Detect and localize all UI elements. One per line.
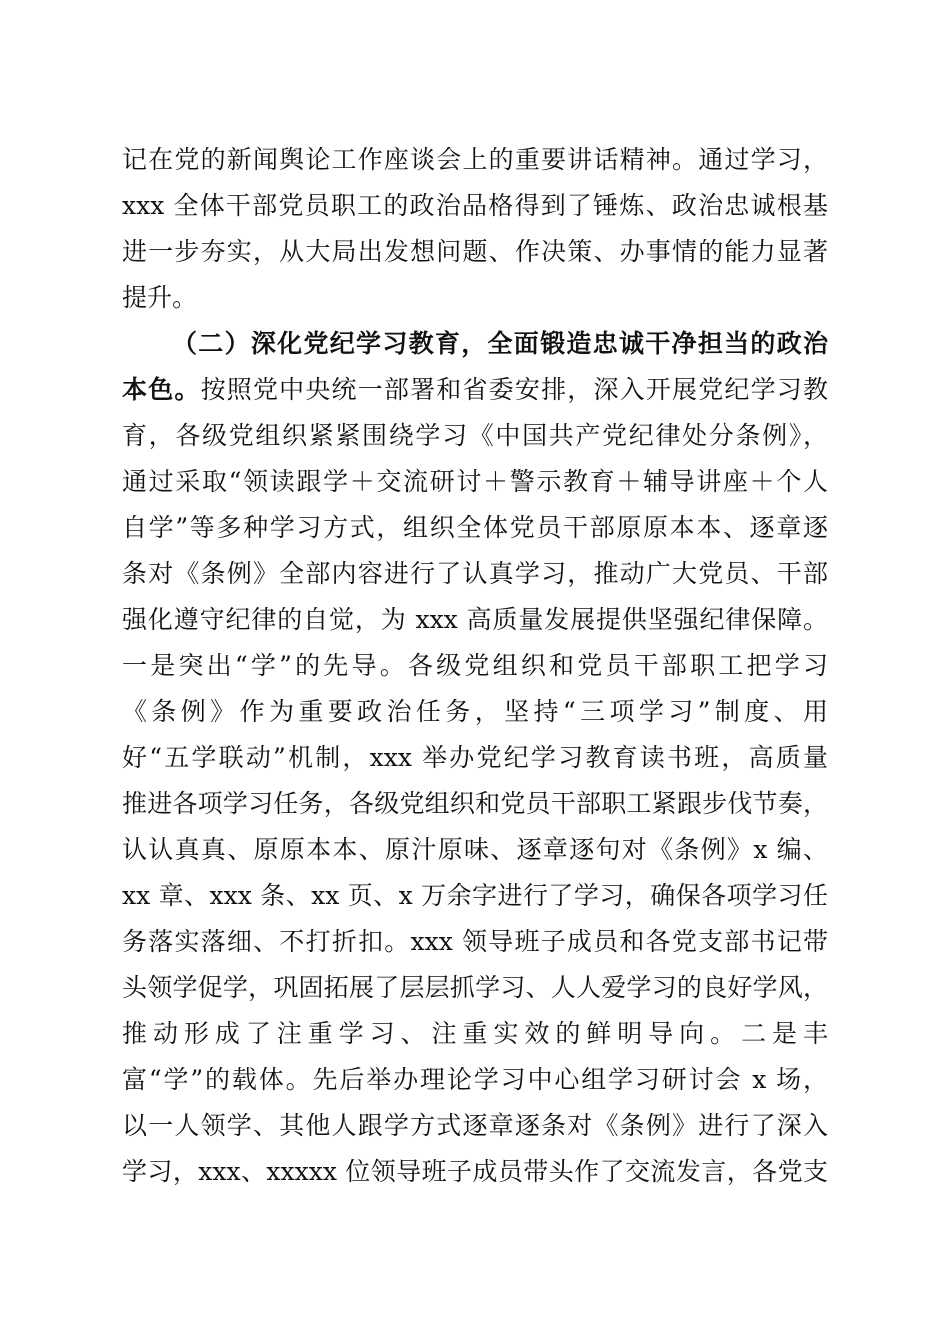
text-line: 富“学”的载体。先后举办理论学习中心组学习研讨会 x 场， — [122, 1065, 828, 1094]
text-line: 推进各项学习任务，各级党组织和党员干部职工紧跟步伐节奏， — [122, 789, 828, 818]
paragraph-start: 按照党中央统一部署和省委安排，深入开展党纪学习教 — [200, 375, 828, 404]
body-text — [122, 137, 828, 1195]
text-line: 强化遵守纪律的自觉，为 xxx 高质量发展提供坚强纪律保障。 — [122, 605, 828, 634]
text-line: 学习，xxx、xxxxx 位领导班子成员带头作了交流发言，各党支 — [122, 1157, 828, 1186]
text-line: 《条例》作为重要政治任务，坚持“三项学习”制度、用 — [122, 697, 828, 726]
text-line: 好“五学联动”机制，xxx 举办党纪学习教育读书班，高质量 — [122, 743, 828, 772]
text-line: 头领学促学，巩固拓展了层层抓学习、人人爱学习的良好学风， — [122, 973, 828, 1002]
section-heading-line: （二）深化党纪学习教育，全面锻造忠诚干净担当的政治 — [172, 329, 828, 358]
text-line: xxx 全体干部党员职工的政治品格得到了锤炼、政治忠诚根基 — [122, 191, 828, 220]
text-line: 条对《条例》全部内容进行了认真学习，推动广大党员、干部 — [122, 559, 828, 588]
text-line: 提升。 — [122, 283, 198, 312]
text-line: 推动形成了注重学习、注重实效的鲜明导向。二是丰 — [122, 1019, 828, 1048]
text-line: 育，各级党组织紧紧围绕学习《中国共产党纪律处分条例》， — [122, 421, 828, 450]
text-line: 务落实落细、不打折扣。xxx 领导班子成员和各党支部书记带 — [122, 927, 828, 956]
text-line: 一是突出“学”的先导。各级党组织和党员干部职工把学习 — [122, 651, 828, 680]
text-line — [122, 367, 828, 413]
text-line: 以一人领学、其他人跟学方式逐章逐条对《条例》进行了深入 — [122, 1111, 828, 1140]
text-line: 进一步夯实，从大局出发想问题、作决策、办事情的能力显著 — [122, 237, 828, 266]
section-heading-tail: 本色。 — [122, 375, 201, 404]
text-line: 记在党的新闻舆论工作座谈会上的重要讲话精神。通过学习， — [122, 145, 828, 174]
text-line: 通过采取“领读跟学＋交流研讨＋警示教育＋辅导讲座＋个人 — [122, 467, 828, 496]
text-line: 认认真真、原原本本、原汁原味、逐章逐句对《条例》x 编、 — [122, 835, 828, 864]
text-line: xx 章、xxx 条、xx 页、x 万余字进行了学习，确保各项学习任 — [122, 881, 828, 910]
text-line: 自学”等多种学习方式，组织全体党员干部原原本本、逐章逐 — [122, 513, 828, 542]
